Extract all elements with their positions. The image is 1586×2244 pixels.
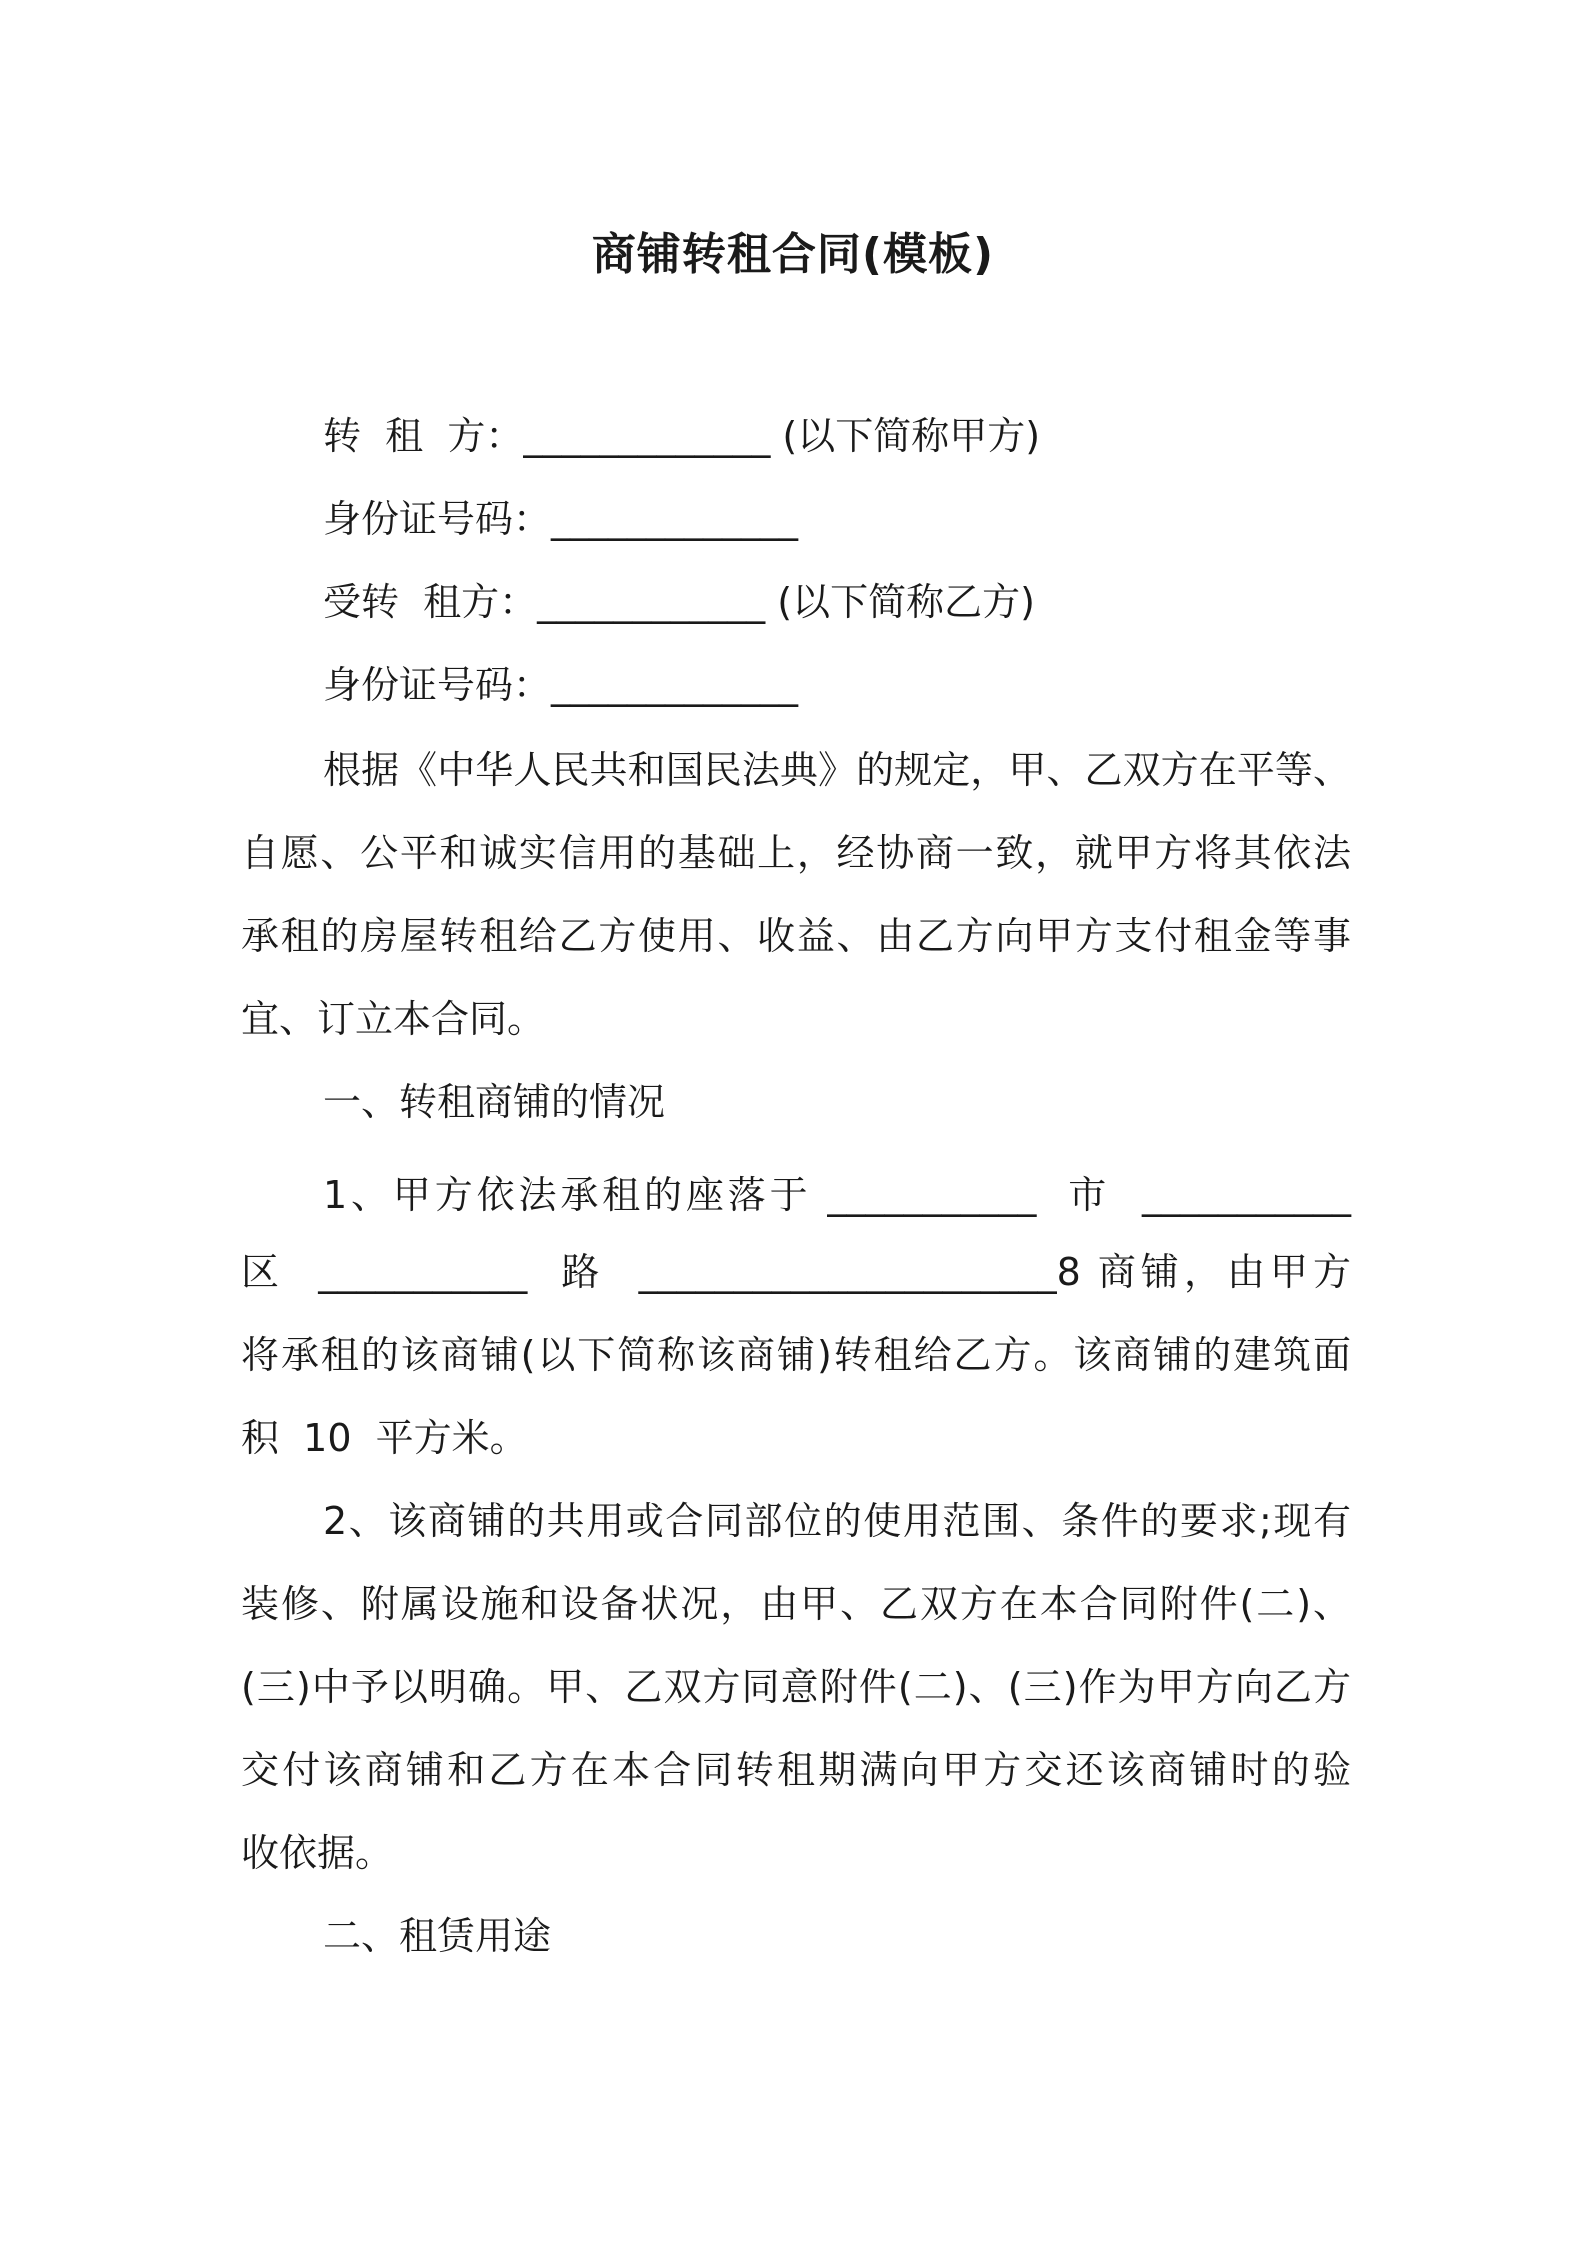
preamble-line: 宜、订立本合同。 (241, 997, 546, 1041)
clause-1-line: 积 10 平方米。 (241, 1416, 528, 1460)
preamble-line: 承租的房屋转租给乙方使用、收益、由乙方向甲方支付租金等事 (241, 914, 1351, 958)
preamble-line: 自愿、公平和诚实信用的基础上，经协商一致，就甲方将其依法 (241, 831, 1351, 875)
party-b-line: 受转 租方：____________ (以下简称乙方) (323, 580, 1035, 624)
clause-2-line: 交付该商铺和乙方在本合同转租期满向甲方交还该商铺时的验 (241, 1748, 1351, 1792)
section-heading: 二、租赁用途 (323, 1914, 552, 1958)
clause-1-line: 区 ___________ 路 ______________________8 商铺，由甲方 (241, 1250, 1351, 1294)
preamble-line: 根据《中华人民共和国民法典》的规定，甲、乙双方在平等、 (323, 748, 1351, 792)
party-b-id-line: 身份证号码：_____________ (323, 663, 799, 707)
party-a-id-line: 身份证号码：_____________ (323, 497, 799, 541)
party-a-line: 转 租 方：_____________ (以下简称甲方) (323, 414, 1041, 458)
clause-2-line: 2、该商铺的共用或合同部位的使用范围、条件的要求;现有 (323, 1499, 1351, 1543)
clause-2-line: (三)中予以明确。甲、乙双方同意附件(二)、(三)作为甲方向乙方 (241, 1665, 1351, 1709)
clause-1-line: 1、甲方依法承租的座落于 ___________ 市 ___________ (323, 1173, 1351, 1217)
document-title: 商铺转租合同(模板) (591, 229, 995, 280)
section-heading: 一、转租商铺的情况 (323, 1080, 666, 1124)
clause-2-line: 收依据。 (241, 1831, 394, 1875)
clause-2-line: 装修、附属设施和设备状况，由甲、乙双方在本合同附件(二)、 (241, 1582, 1351, 1626)
clause-1-line: 将承租的该商铺(以下简称该商铺)转租给乙方。该商铺的建筑面 (241, 1333, 1351, 1377)
